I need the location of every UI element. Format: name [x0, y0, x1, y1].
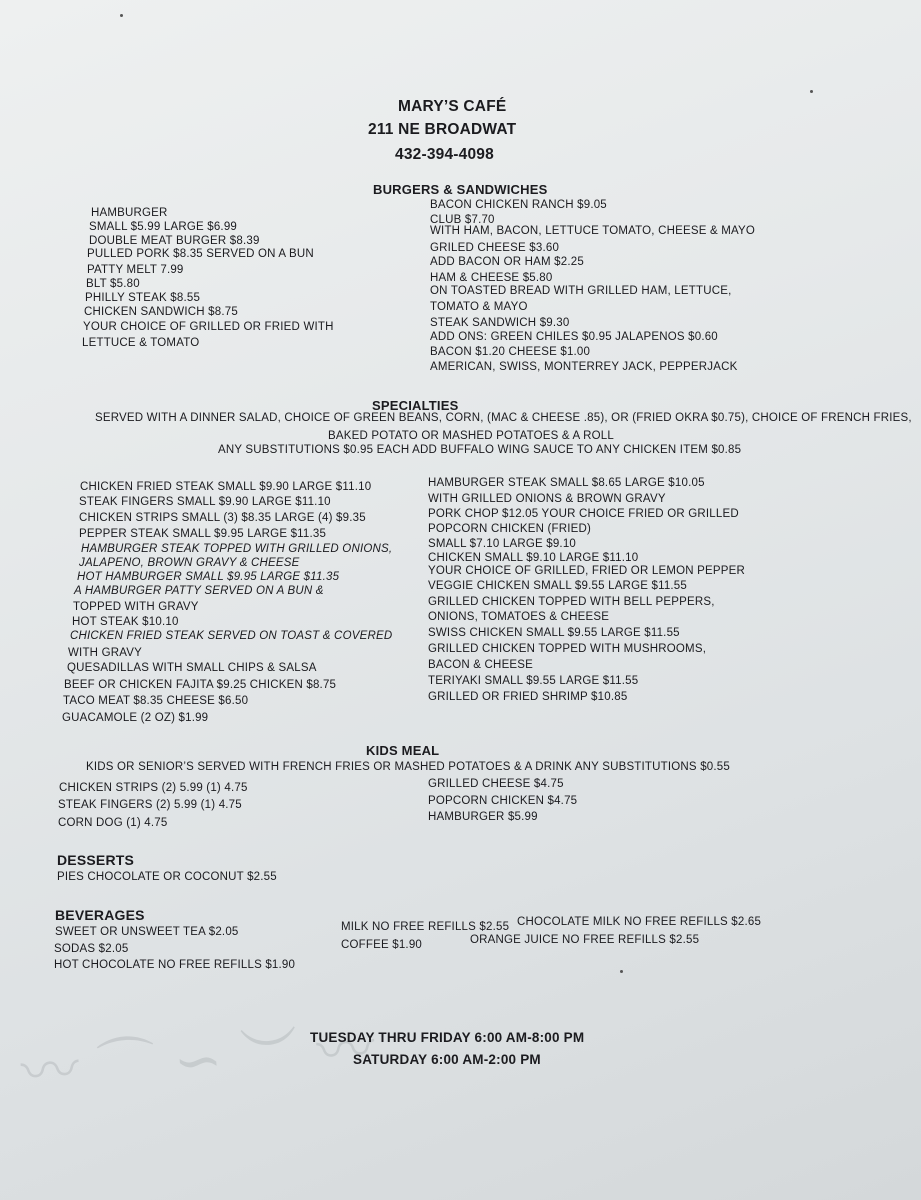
specialty-item: VEGGIE CHICKEN SMALL $9.55 LARGE $11.55	[428, 580, 687, 592]
specialty-item: GUACAMOLE (2 OZ) $1.99	[62, 712, 209, 724]
beverage-item: MILK NO FREE REFILLS $2.55	[341, 921, 510, 933]
sandwich-item: AMERICAN, SWISS, MONTERREY JACK, PEPPERJACK	[430, 361, 738, 373]
specialty-item: PEPPER STEAK SMALL $9.95 LARGE $11.35	[79, 528, 327, 540]
kids-item: CHICKEN STRIPS (2) 5.99 (1) 4.75	[59, 782, 248, 794]
paper-speck	[120, 14, 123, 17]
burger-item: HAMBURGER	[91, 207, 168, 219]
specialty-item: GRILLED CHICKEN TOPPED WITH BELL PEPPERS,	[428, 596, 715, 608]
desserts-title: DESSERTS	[57, 852, 135, 868]
specialty-item: POPCORN CHICKEN (FRIED)	[428, 523, 592, 535]
cafe-name: MARY’S CAFÉ	[398, 98, 507, 115]
specialty-item: WITH GRAVY	[68, 647, 142, 659]
specialty-item: BACON & CHEESE	[428, 659, 534, 671]
faded-handwriting: 〰 ⌒ ∽ ︶ 〰	[18, 1014, 378, 1107]
kids-item: STEAK FINGERS (2) 5.99 (1) 4.75	[58, 799, 242, 811]
kids-title: KIDS MEAL	[366, 743, 440, 758]
sandwich-item: STEAK SANDWICH $9.30	[430, 317, 570, 329]
specialty-item: CHICKEN FRIED STEAK SERVED ON TOAST & COVERED	[70, 630, 393, 642]
sandwich-item: ADD ONS: GREEN CHILES $0.95 JALAPENOS $0.60	[430, 331, 718, 343]
burger-item: PHILLY STEAK $8.55	[85, 292, 201, 304]
sandwich-item: CLUB $7.70	[430, 214, 495, 226]
beverage-item: ORANGE JUICE NO FREE REFILLS $2.55	[470, 934, 700, 946]
beverage-item: COFFEE $1.90	[341, 939, 423, 951]
kids-item: POPCORN CHICKEN $4.75	[428, 795, 578, 807]
cafe-phone: 432-394-4098	[395, 146, 494, 163]
sandwich-item: ON TOASTED BREAD WITH GRILLED HAM, LETTUCE,	[430, 285, 732, 297]
hours-weekday: TUESDAY THRU FRIDAY 6:00 AM-8:00 PM	[310, 1030, 585, 1045]
sandwich-item: TOMATO & MAYO	[430, 301, 528, 313]
burgers-title: BURGERS & SANDWICHES	[373, 182, 548, 197]
beverages-title: BEVERAGES	[55, 907, 145, 923]
dessert-item: PIES CHOCOLATE OR COCONUT $2.55	[57, 871, 277, 883]
beverage-item: SWEET OR UNSWEET TEA $2.05	[55, 926, 239, 938]
kids-item: GRILLED CHEESE $4.75	[428, 778, 564, 790]
burger-item: YOUR CHOICE OF GRILLED OR FRIED WITH	[83, 321, 334, 333]
specialties-intro: SERVED WITH A DINNER SALAD, CHOICE OF GREEN BEANS, CORN, (MAC & CHEESE .85), OR (FRIED OKRA $0.75), CHOICE OF FRENCH FRIES,	[95, 412, 912, 424]
burger-item: DOUBLE MEAT BURGER $8.39	[89, 235, 260, 247]
specialties-intro: BAKED POTATO OR MASHED POTATOES & A ROLL	[328, 430, 614, 442]
kids-item: CORN DOG (1) 4.75	[58, 817, 168, 829]
specialty-item: SWISS CHICKEN SMALL $9.55 LARGE $11.55	[428, 627, 680, 639]
specialty-item: BEEF OR CHICKEN FAJITA $9.25 CHICKEN $8.75	[64, 679, 337, 691]
specialty-item: YOUR CHOICE OF GRILLED, FRIED OR LEMON PEPPER	[428, 565, 745, 577]
specialty-item: TOPPED WITH GRAVY	[73, 601, 199, 613]
specialty-item: CHICKEN SMALL $9.10 LARGE $11.10	[428, 552, 639, 564]
specialty-item: CHICKEN FRIED STEAK SMALL $9.90 LARGE $11.10	[80, 481, 372, 493]
burger-item: SMALL $5.99 LARGE $6.99	[89, 221, 238, 233]
specialty-item: HAMBURGER STEAK TOPPED WITH GRILLED ONIONS,	[81, 543, 393, 555]
burger-item: PATTY MELT 7.99	[87, 264, 184, 276]
specialty-item: SMALL $7.10 LARGE $9.10	[428, 538, 577, 550]
specialty-item: PORK CHOP $12.05 YOUR CHOICE FRIED OR GRILLED	[428, 508, 739, 520]
specialty-item: GRILLED OR FRIED SHRIMP $10.85	[428, 691, 628, 703]
specialty-item: TERIYAKI SMALL $9.55 LARGE $11.55	[428, 675, 639, 687]
burger-item: BLT $5.80	[86, 278, 140, 290]
paper-speck	[810, 90, 813, 93]
sandwich-item: WITH HAM, BACON, LETTUCE TOMATO, CHEESE & MAYO	[430, 225, 756, 237]
sandwich-item: HAM & CHEESE $5.80	[430, 272, 553, 284]
kids-item: HAMBURGER $5.99	[428, 811, 538, 823]
burger-item: LETTUCE & TOMATO	[82, 337, 200, 349]
burger-item: CHICKEN SANDWICH $8.75	[84, 306, 238, 318]
paper-speck	[620, 970, 623, 973]
specialties-intro: ANY SUBSTITUTIONS $0.95 EACH ADD BUFFALO WING SAUCE TO ANY CHICKEN ITEM $0.85	[218, 444, 742, 456]
specialty-item: WITH GRILLED ONIONS & BROWN GRAVY	[428, 493, 666, 505]
specialty-item: TACO MEAT $8.35 CHEESE $6.50	[63, 695, 249, 707]
beverage-item: CHOCOLATE MILK NO FREE REFILLS $2.65	[517, 916, 762, 928]
specialty-item: QUESADILLAS WITH SMALL CHIPS & SALSA	[67, 662, 317, 674]
specialty-item: STEAK FINGERS SMALL $9.90 LARGE $11.10	[79, 496, 331, 508]
hours-saturday: SATURDAY 6:00 AM-2:00 PM	[353, 1052, 541, 1067]
beverage-item: HOT CHOCOLATE NO FREE REFILLS $1.90	[54, 959, 296, 971]
sandwich-item: ADD BACON OR HAM $2.25	[430, 256, 584, 268]
specialty-item: HOT STEAK $10.10	[72, 616, 179, 628]
specialty-item: ONIONS, TOMATOES & CHEESE	[428, 611, 610, 623]
specialty-item: GRILLED CHICKEN TOPPED WITH MUSHROOMS,	[428, 643, 707, 655]
sandwich-item: BACON CHICKEN RANCH $9.05	[430, 199, 607, 211]
cafe-address: 211 NE BROADWAT	[368, 121, 517, 138]
specialty-item: HAMBURGER STEAK SMALL $8.65 LARGE $10.05	[428, 477, 705, 489]
sandwich-item: GRILED CHEESE $3.60	[430, 242, 560, 254]
kids-intro: KIDS OR SENIOR’S SERVED WITH FRENCH FRIES OR MASHED POTATOES & A DRINK ANY SUBSTITUTIONS $0.55	[86, 761, 730, 773]
specialty-item: HOT HAMBURGER SMALL $9.95 LARGE $11.35	[77, 571, 340, 583]
burger-item: PULLED PORK $8.35 SERVED ON A BUN	[87, 248, 314, 260]
specialty-item: CHICKEN STRIPS SMALL (3) $8.35 LARGE (4) $9.35	[79, 512, 366, 524]
beverage-item: SODAS $2.05	[54, 943, 129, 955]
specialty-item: A HAMBURGER PATTY SERVED ON A BUN &	[74, 585, 324, 597]
specialties-title: SPECIALTIES	[372, 398, 459, 413]
sandwich-item: BACON $1.20 CHEESE $1.00	[430, 346, 591, 358]
specialty-item: JALAPENO, BROWN GRAVY & CHEESE	[79, 557, 300, 569]
